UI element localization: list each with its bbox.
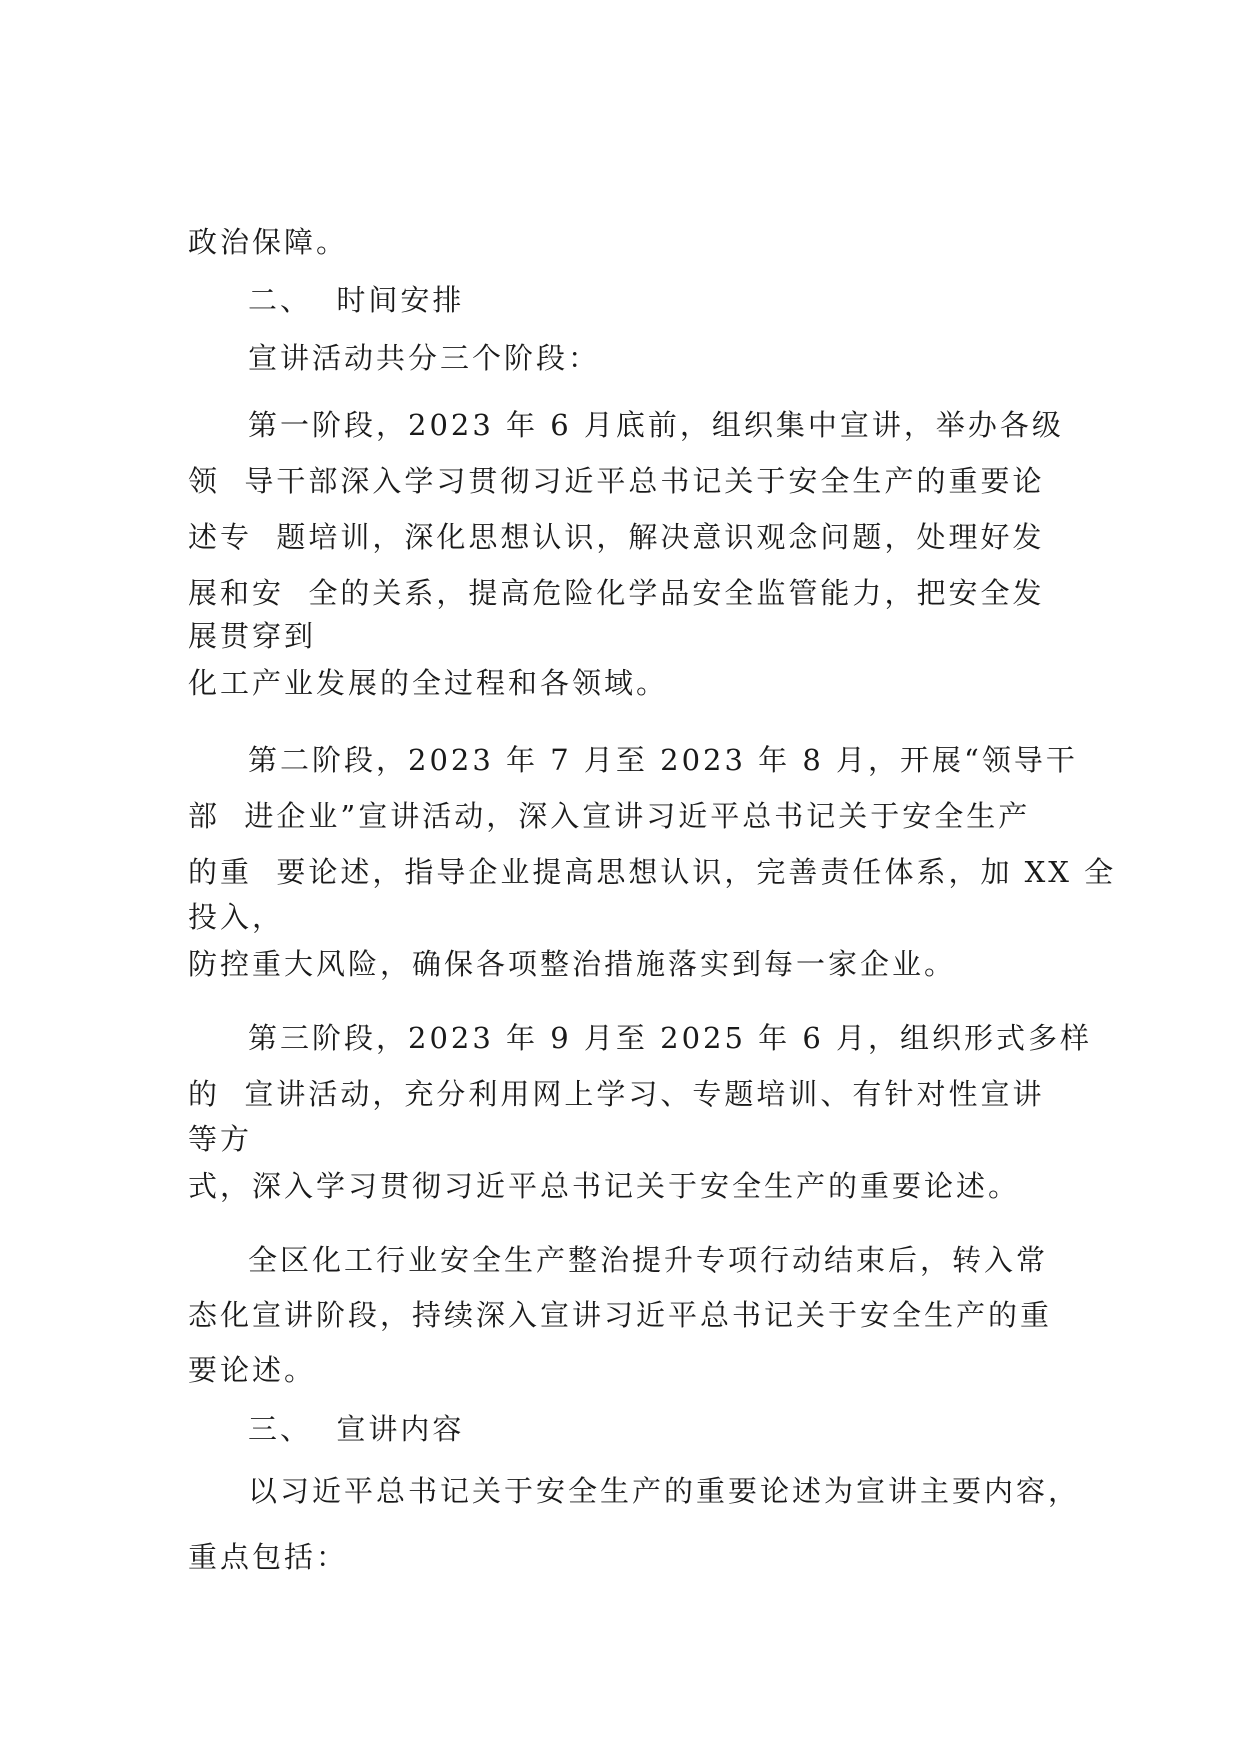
paragraph-line: 态化宣讲阶段，持续深入宣讲习近平总书记关于安全生产的重: [188, 1298, 1053, 1332]
paragraph-line: 政治保障。: [188, 225, 349, 259]
paragraph-line: 防控重大风险，确保各项整治措施落实到每一家企业。: [188, 947, 957, 981]
paragraph-line: 等方: [188, 1122, 253, 1156]
paragraph-line: 要论述。: [188, 1353, 317, 1387]
paragraph-line: 部 进企业”宣讲活动，深入宣讲习近平总书记关于安全生产: [188, 799, 1031, 833]
paragraph-line: 重点包括：: [188, 1540, 349, 1574]
paragraph-line: 第二阶段，2023 年 7 月至 2023 年 8 月，开展“领导干: [248, 743, 1078, 777]
paragraph-line: 述专 题培训，深化思想认识，解决意识观念问题，处理好发: [188, 520, 1045, 554]
section-heading: 三、 宣讲内容: [248, 1412, 465, 1446]
paragraph-line: 展贯穿到: [188, 619, 317, 653]
paragraph-line: 第一阶段，2023 年 6 月底前，组织集中宣讲，举办各级: [248, 408, 1064, 442]
paragraph-line: 的重 要论述，指导企业提高思想认识，完善责任体系，加 XX 全: [188, 855, 1117, 889]
paragraph-line: 第三阶段，2023 年 9 月至 2025 年 6 月，组织形式多样: [248, 1021, 1093, 1055]
paragraph-line: 宣讲活动共分三个阶段：: [248, 341, 601, 375]
paragraph-line: 的 宣讲活动，充分利用网上学习、专题培训、有针对性宣讲: [188, 1077, 1045, 1111]
paragraph-line: 式，深入学习贯彻习近平总书记关于安全生产的重要论述。: [188, 1169, 1021, 1203]
paragraph-line: 领 导干部深入学习贯彻习近平总书记关于安全生产的重要论: [188, 464, 1045, 498]
section-heading: 二、 时间安排: [248, 283, 465, 317]
paragraph-line: 化工产业发展的全过程和各领域。: [188, 666, 669, 700]
paragraph-line: 投入，: [188, 900, 285, 934]
paragraph-line: 以习近平总书记关于安全生产的重要论述为宣讲主要内容，: [248, 1474, 1081, 1508]
paragraph-line: 全区化工行业安全生产整治提升专项行动结束后，转入常: [248, 1243, 1049, 1277]
paragraph-line: 展和安 全的关系，提高危险化学品安全监管能力，把安全发: [188, 576, 1045, 610]
